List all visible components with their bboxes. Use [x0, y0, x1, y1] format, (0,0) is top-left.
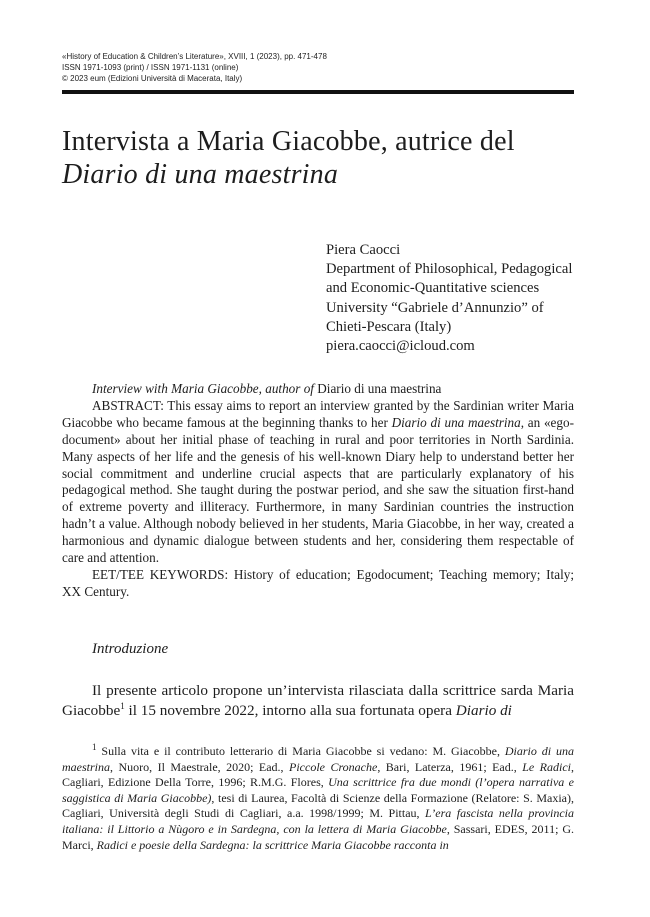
english-title — [62, 381, 574, 398]
article-title — [62, 125, 582, 191]
body-text-b: il 15 novembre 2022, intorno alla sua fortunata opera — [124, 702, 456, 719]
abstract-text-italic: Diario di una maestrina — [391, 414, 521, 430]
author-affiliation-4: Chieti-Pescara (Italy) — [326, 318, 452, 335]
abstract-text-a: ABSTRACT: This essay aims to report an interview granted by the Sardinian writer Maria Giacobbe who became famous at the beginning thanks to her — [62, 397, 574, 430]
body-text — [62, 681, 574, 721]
keywords-paragraph: EET/TEE KEYWORDS: History of education; Egodocument; Teaching memory; Italy; XX Century. — [62, 566, 574, 599]
footnote-segment: Le Radici — [522, 759, 571, 774]
author-name: Piera Caocci — [326, 242, 401, 258]
title-line-2: Diario di una maestrina — [62, 159, 339, 190]
author-block — [326, 241, 586, 356]
footnote-reference[interactable]: 1 — [120, 700, 125, 711]
copyright-line: © 2023 eum (Edizioni Università di Macerata, Italy) — [62, 74, 243, 83]
journal-citation-line: «History of Education & Children’s Literature», XVIII, 1 (2023), pp. 471-478 — [62, 52, 327, 61]
author-email: piera.caocci@icloud.com — [326, 338, 475, 355]
footnotes — [62, 744, 574, 853]
footnote-segment: Piccole Cronache — [289, 759, 378, 774]
journal-header — [62, 51, 582, 84]
english-title-upright: Diario di una maestrina — [313, 381, 442, 396]
footnote-segment: Diario di una maestrina — [62, 744, 575, 774]
footnote-segment: , tesi di Laurea, Facoltà di Scienze della Formazione (Relatore: S. Maxia), Cagliari, Università degli Studi di Cagliari, a.a. 1998/1999; M. Pittau, — [62, 790, 574, 821]
body-text-a: Il presente articolo propone un’intervista rilasciata dalla scrittrice sarda Maria Giacobbe — [62, 682, 574, 719]
abstract-paragraph — [62, 398, 574, 567]
author-affiliation-1: Department of Philosophical, Pedagogical — [326, 261, 573, 278]
footnote-segment: , Nuoro, Il Maestrale, 2020; Ead., — [110, 759, 290, 774]
title-line-1: Intervista a Maria Giacobbe, autrice del — [62, 126, 515, 157]
abstract-block — [62, 381, 574, 601]
issn-line: ISSN 1971-1093 (print) / ISSN 1971-1131 (online) — [62, 63, 239, 72]
header-rule — [62, 90, 574, 94]
author-affiliation-3: University “Gabriele d’Annunzio” of — [326, 299, 544, 316]
english-title-italic: Interview with Maria Giacobbe, author of — [92, 381, 314, 396]
body-paragraph — [62, 681, 574, 721]
author-affiliation-2: and Economic-Quantitative sciences — [326, 280, 540, 297]
footnote-segment: Sulla vita e il contributo letterario di Maria Giacobbe si vedano: M. Giacobbe, — [101, 744, 505, 758]
footnote-segment: , Sassari, EDES, 2011; G. Marci, — [62, 821, 574, 852]
footnote-number: 1 — [92, 742, 97, 752]
abstract-text-b: , an «ego-document» about her initial phase of teaching in rural and poor territories in North Sardinia. Many aspects of her life and the genesis of his well-known Diary help to understand better her social commitment and underline crucial aspects that are particularly explanatory of his pedagogical method. She taught during the postwar period, and she saw the situation first-hand of extreme poverty and illiteracy. Furthermore, in many Sardinian countries the instruction hadn’t a value. Although nobody believed in her students, Maria Giacobbe, in her way, created a harmonious and dynamic dialogue between students and her, considering them respectable of care and attention. — [62, 414, 574, 566]
footnote-1 — [62, 744, 574, 853]
footnote-segment: , Cagliari, Edizione Della Torre, 1996; R.M.G. Flores, — [62, 759, 574, 790]
footnote-segment: Radici e poesie della Sardegna: la scrittrice Maria Giacobbe racconta in — [96, 837, 449, 852]
section-title: Introduzione — [92, 641, 169, 657]
body-text-italic: Diario di — [455, 702, 512, 719]
footnote-segment: L’era fascista nella provincia italiana: il Littorio a Nùgoro e in Sardegna, con la lettera di Maria Giacobbe — [62, 806, 574, 836]
footnote-segment: Una scrittrice fra due mondi (l’opera narrativa e saggistica di Maria Giacobbe) — [62, 775, 574, 805]
footnote-segment: , Bari, Laterza, 1961; Ead., — [377, 759, 523, 774]
